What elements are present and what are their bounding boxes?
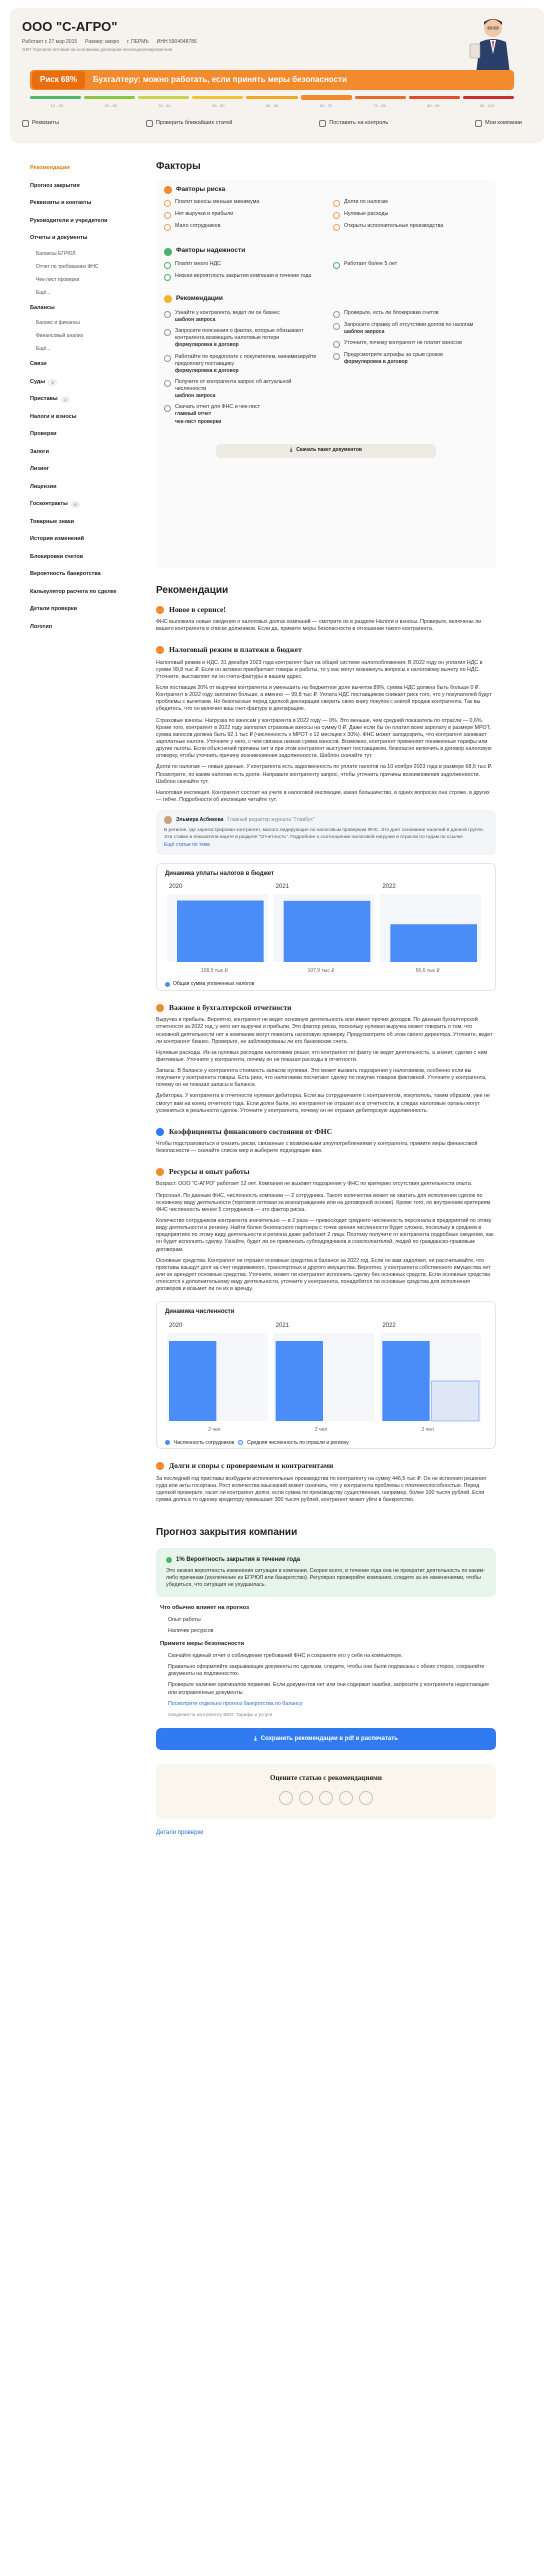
sidebar-item-label: Реквизиты и контакты bbox=[30, 200, 92, 207]
sidebar-item-label: Руководители и учредители bbox=[30, 217, 108, 224]
rating-stars bbox=[156, 1791, 496, 1808]
rel-left-list bbox=[164, 261, 319, 285]
scale-label: 30 - 40 bbox=[158, 103, 171, 108]
template-link[interactable]: формулировка в договор bbox=[175, 342, 239, 349]
download-icon: ⤓ bbox=[290, 447, 293, 454]
legend-swatch bbox=[165, 1440, 170, 1445]
sidebar-item[interactable] bbox=[30, 178, 150, 196]
risk-text: Бухгалтеру: можно работать, если принять меры безопасности bbox=[92, 74, 347, 84]
year-label: 2022 bbox=[382, 884, 396, 891]
sidebar-item[interactable] bbox=[30, 549, 150, 567]
sidebar-item[interactable] bbox=[30, 496, 150, 514]
list-item: Скачать отчет для ФНС и чек-лист главный отчет чек-лист проверки bbox=[164, 404, 319, 425]
sidebar-nav bbox=[30, 160, 150, 636]
sidebar-item[interactable] bbox=[30, 374, 150, 392]
bar bbox=[177, 901, 264, 962]
scale-segment bbox=[409, 96, 460, 99]
risk-scale-labels bbox=[30, 103, 514, 108]
bar bbox=[284, 901, 371, 962]
paragraph: Количество сотрудников контрагента значительно — в 2 раза — превосходит среднего численность персонала в предприятий по этому виду деятельности и региону. Найти более безопасного партнера с точки зрения численности будет сложно, поскольку в среднем в предприятиях по этому виду деятельности и региона даже работают 2 лица. Поэтому получите от контрагента подробные сведения, как он будет исполнять сделку. Узнайте, будет ли он привлекать субподрядчиков и соисполнителей, людей по гражданско-правовым договорам. bbox=[156, 1218, 494, 1253]
list-item: Запросите справку об отсутствии долгов по налогам шаблон запроса bbox=[333, 322, 488, 336]
list-item: Проверьте, есть ли блокировки счетов bbox=[333, 310, 488, 318]
paragraph: Нулевые расходы. Из-за нулевых расходов налоговики решат, что контрагент по факту не ведет деятельность, а значит, сделки с ним фиктивные. Уточните у контрагента, почему он не показал расходы в отчетности. bbox=[156, 1049, 488, 1063]
influence-item: Опыт работы bbox=[168, 1616, 201, 1623]
bankruptcy-link[interactable]: Посмотрите отдельно прогноз банкротства по балансу bbox=[168, 1700, 303, 1707]
group-label: Рекомендации bbox=[176, 295, 223, 303]
star-icon[interactable] bbox=[279, 1791, 293, 1805]
list-item: Нулевые расходы bbox=[333, 211, 488, 219]
measures-title: Примите меры безопасности bbox=[160, 1641, 245, 1648]
sidebar-item[interactable] bbox=[30, 426, 150, 444]
rel-right-list bbox=[333, 261, 488, 285]
template-link[interactable]: шаблон запроса bbox=[175, 316, 216, 323]
sidebar-item-label: Налоги и взносы bbox=[30, 413, 77, 420]
list-item: Предусмотрите штрафы за срыв сроков формулировка в договор bbox=[333, 352, 488, 366]
list-item: Работает более 5 лет bbox=[333, 261, 488, 269]
measure-item: Проверьте наличие оригиналов первички. Если документов нет или они содержат ошибки, запросите у контрагента недостающие или исправленные документы. bbox=[168, 1682, 490, 1696]
company-name: ООО "С-АГРО" bbox=[22, 19, 118, 34]
sidebar-item[interactable] bbox=[30, 287, 150, 300]
risk-factors-list bbox=[164, 199, 488, 235]
sidebar-item-label: Ещё... bbox=[36, 346, 51, 353]
value-label: 2 чел bbox=[208, 1426, 221, 1433]
header-actions bbox=[22, 120, 522, 127]
paragraph: Основные средства. Контрагент не отразил основные средства в балансе за 2022 год. Если он вам задолжит, не рассчитывайте, что приставы взыщут долг за счет недвижимого, транспортных и другого имущества. Вероятно, у контрагента собственного имущества нет или он арендует основные средства. Уточните, может ли контрагент исполнить сделку без основных средств. Если основные средства относятся к дополнительному виду деятельности, уточните у контрагента, понадобятся ли основные средства для исполнения договоров и возьмет ли он их в аренду. bbox=[156, 1257, 491, 1293]
paragraph: Выручка и прибыль. Вероятно, контрагент не ведет основную деятельность или имеет прочих доходов. По данным бухгалтерской отчетности за 2022 год, у него нет выручки и прибыли. Это фактор риска, поскольку нулевая выручка может говорить о том, что основной деятельности нет и компанию могут повесить налоговую проверку. Предусмотрите об этом своего директора. Уточните, ведет ли контрагент бизнес. Проверьте, не заблокированы ли его банковские счета. bbox=[156, 1017, 493, 1045]
recommendations-title bbox=[164, 295, 488, 304]
avatar bbox=[164, 816, 172, 824]
sidebar-item[interactable] bbox=[30, 261, 150, 274]
scale-segment bbox=[301, 95, 352, 100]
sidebar-item[interactable] bbox=[30, 514, 150, 532]
sidebar-item[interactable] bbox=[30, 300, 150, 318]
sidebar-item-label: Госконтракты bbox=[30, 501, 68, 508]
section-title: Коэффициенты финансового состояния от ФНС bbox=[156, 1127, 496, 1137]
sidebar-item[interactable] bbox=[30, 343, 150, 356]
sidebar-item[interactable] bbox=[30, 195, 150, 213]
paragraph: За последний год приставы возбудили исполнительные производства по контрагенту на сумму 446,5 тыс ₽. Он не исполнил решения суда или акты госоргана. Рост количества взысканий может означать, что у контрагента проблемы с платежеспособностью. Перед сделкой проверьте, гасит ли контрагент долги, если сумма по производству существенная, например, более 100 тысяч рублей. Если сумма долга в то одному кредитору превышает 300 тысяч рублей, контрагент может уйти в банкротство. bbox=[156, 1475, 487, 1503]
count-badge: 2 bbox=[48, 379, 57, 386]
value-label: 107,9 тыс ₽ bbox=[307, 968, 335, 975]
list-item: Уточните, почему контрагент не платит взносов bbox=[333, 340, 488, 348]
warning-icon bbox=[164, 186, 172, 194]
sidebar-item[interactable] bbox=[30, 601, 150, 619]
warning-icon bbox=[156, 1004, 164, 1012]
influence-item: Наличие ресурсов bbox=[168, 1628, 214, 1635]
sidebar-item-label: Рекомендации bbox=[30, 165, 70, 172]
sidebar-item-label: Товарные знаки bbox=[30, 518, 74, 525]
sidebar-item[interactable] bbox=[30, 391, 150, 409]
sidebar-item-label: История изменений bbox=[30, 536, 85, 543]
sidebar-item[interactable] bbox=[30, 213, 150, 231]
rec-left-list bbox=[164, 310, 319, 430]
legend-swatch bbox=[165, 982, 170, 987]
list-item: Получите от контрагента запрос об актуальной численности шаблон запроса bbox=[164, 379, 319, 400]
details-link[interactable]: Детали проверки bbox=[156, 1829, 204, 1836]
sidebar-item[interactable] bbox=[30, 248, 150, 261]
bell-icon bbox=[319, 120, 326, 127]
recommendations-heading: Рекомендации bbox=[156, 584, 229, 596]
scale-segment bbox=[192, 96, 243, 99]
paragraph: Персонал. По данным ФНС, численность компании — 2 сотрудника. Такого количества может не хватать для исполнения сделок по основному виду деятельности (торговля оптовая за вознаграждение или на договорной основе). Кроме того, по внутренним критериям ФНС численность менее 5 сотрудников — это фактор риска. bbox=[156, 1192, 491, 1213]
scale-segment bbox=[30, 96, 81, 99]
count-badge: 1 bbox=[61, 396, 70, 403]
accountant-illustration bbox=[462, 14, 524, 74]
value-label: 108,5 тыс ₽ bbox=[200, 968, 228, 975]
probability-title: 1% Вероятность закрытия в течение года bbox=[166, 1556, 486, 1564]
risk-right-list bbox=[333, 199, 488, 235]
star-icon[interactable] bbox=[339, 1791, 353, 1805]
year-label: 2020 bbox=[169, 884, 183, 891]
list-item: Запросите пояснения о фактах, которые обязывают контрагента возмещать налоговые потери формулировка в договор bbox=[164, 328, 319, 349]
report-link[interactable]: главный отчет bbox=[175, 411, 212, 418]
download-docs-button[interactable] bbox=[216, 444, 436, 458]
scale-segment bbox=[246, 96, 297, 99]
list-item: Долги по налогам bbox=[333, 199, 488, 207]
count-badge: 0 bbox=[71, 501, 80, 508]
paragraph: Налоговая инспекция. Контрагент состоит на учете в налоговой инспекции, какая большинство, в одних вопросах она строже, в других — гибче. Подробности об инспекции читайте тут. bbox=[156, 789, 490, 803]
reliability-title bbox=[164, 247, 488, 256]
scale-label: 90 - 100 bbox=[479, 103, 495, 108]
recommendation-list bbox=[164, 310, 488, 430]
warning-icon bbox=[156, 1168, 164, 1176]
button-label: Скачать пакет документов bbox=[296, 447, 362, 454]
check-articles-button[interactable] bbox=[146, 120, 233, 127]
sidebar-item[interactable] bbox=[30, 566, 150, 584]
main-content bbox=[156, 160, 496, 1837]
scale-label: 80 - 90 bbox=[427, 103, 440, 108]
bankruptcy-sub: Сведения по контрагенту БФО: Тарифы и услуги bbox=[168, 1711, 273, 1717]
reliability-list bbox=[164, 261, 488, 285]
measure-item: Скачайте единый отчет о соблюдении требований ФНС и сохраните его у себя на компьютере. bbox=[168, 1653, 403, 1660]
quote-link[interactable]: Ещё статьи по теме bbox=[164, 842, 211, 848]
tax-section bbox=[156, 645, 496, 991]
checklist-link[interactable]: чек-лист проверки bbox=[175, 418, 222, 425]
value-label: 66,6 тыс ₽ bbox=[415, 968, 440, 975]
chart-legend: Численность сотрудников Средняя численность по отрасли и региону bbox=[165, 1440, 487, 1447]
download-icon: ⤓ bbox=[254, 1736, 257, 1742]
scale-label: 40 - 50 bbox=[212, 103, 225, 108]
scale-segment bbox=[84, 96, 135, 99]
news-text: ФНС выложила новые сведения о налоговых долгах компаний — смотрите их в разделе Налоги и взносы. Проверьте, включены ли вашего контрагента в списке должников. Если да, примите меры безопасности в отношении такого контрагента. bbox=[156, 619, 482, 633]
info-icon bbox=[156, 1128, 164, 1136]
chart-title: Динамика численности bbox=[165, 1309, 235, 1316]
paragraph: Если поставщик 20% от выручки контрагента и уменьшить на бюджетное доле вычетов 89%, сумма НДС должна быть больше 0 ₽. Контрагент в 2022 году заплатил больше, а именно — 99,8 тыс ₽. Уплата НДС поставщиком снижает риск того, что у покупателей будут проблемы с вычетами. Но безопасные перед сделкой декларации сверить свою книгу покупок с книгой продаж контрагента. Так вы убедитесь, что он включил ваш счет-фактуру в декларацию. bbox=[156, 684, 492, 713]
fns-section bbox=[156, 1127, 496, 1155]
list-item: Мало сотрудников bbox=[164, 223, 319, 231]
factors-box bbox=[156, 180, 496, 568]
sidebar-item-label: Детали проверки bbox=[30, 606, 78, 613]
sidebar-item-label: Прогноз закрытия bbox=[30, 182, 80, 189]
forecast-details bbox=[156, 1605, 496, 1718]
risk-left-list bbox=[164, 199, 319, 235]
value-label: 2 чел bbox=[314, 1426, 328, 1433]
sidebar-item-label: Проверки bbox=[30, 431, 57, 438]
sidebar-item-label: Залоги bbox=[30, 448, 49, 455]
group-label: Факторы надежности bbox=[176, 247, 246, 255]
sidebar-item[interactable] bbox=[30, 274, 150, 287]
save-pdf-button[interactable] bbox=[156, 1728, 496, 1750]
paragraph: Чтобы подстраховаться и снизить риски, связанные с возможными злоупотреблениями у контрагента, примите меры финансовой безопасности — скачайте список мер и выберите подходящие вам. bbox=[156, 1141, 478, 1155]
sidebar-item-label: Приставы bbox=[30, 396, 58, 403]
sidebar-item[interactable] bbox=[30, 444, 150, 462]
check-icon bbox=[166, 1557, 172, 1563]
quote-author: Эльмира Асбикова bbox=[176, 816, 224, 823]
sidebar-item-label: Вероятность банкротства bbox=[30, 571, 101, 578]
star-icon[interactable] bbox=[319, 1791, 333, 1805]
sidebar-item[interactable] bbox=[30, 619, 150, 637]
template-link[interactable]: шаблон запроса bbox=[344, 328, 385, 335]
resources-section bbox=[156, 1167, 496, 1449]
list-item: Нет выручки и прибыли bbox=[164, 211, 319, 219]
year-label: 2021 bbox=[275, 1322, 290, 1329]
monitor-button[interactable] bbox=[319, 120, 388, 127]
sidebar-item[interactable] bbox=[30, 584, 150, 602]
scale-segment bbox=[463, 96, 514, 99]
tax-chart-card bbox=[156, 863, 496, 991]
group-label: Факторы риска bbox=[176, 185, 226, 193]
list-item: Работайте по предоплате с покупателем, минимизируйте предоплату поставщику формулировка в договор bbox=[164, 354, 319, 375]
company-okved: ОКП Торговля оптовая на основании договоров неспециализированная bbox=[22, 47, 173, 53]
sidebar-item[interactable] bbox=[30, 409, 150, 427]
warning-icon bbox=[156, 646, 164, 654]
sidebar-item[interactable] bbox=[30, 230, 150, 248]
paragraph: Долги по налогам — новые данные. У контрагента есть задолженность по уплате налогов на 10 ноября 2023 года в размере 68,6 тыс ₽. Посмотрите, по каким налогам есть долги. Направьте контрагенту запрос, чтобы уточнить причины возникновения задолженности. Шаблон скачайте тут. bbox=[156, 764, 493, 785]
paragraph: Налоговый режим и НДС. 31 декабря 2023 года контрагент был на общей системе налогообложения. В 2022 году он уплатил НДС в сумме 99,8 тыс ₽. Если он активно приобретает товары и работы, то у вас могут возникнуть вопросы к налоговому вычету по НДС. Уточните, выставляет ли он счета-фактуры в вашем адрес. bbox=[156, 659, 483, 680]
list-item: Низкая вероятность закрытия компании в течение года bbox=[164, 273, 319, 281]
lightbulb-icon bbox=[164, 295, 172, 303]
sidebar-item-label: Балансы ЕГРЮЛ bbox=[36, 250, 76, 257]
sidebar-item-label: Связи bbox=[30, 361, 47, 368]
document-icon bbox=[22, 120, 29, 127]
template-link[interactable]: формулировка в договор bbox=[344, 359, 408, 366]
scale-label: 60 - 70 bbox=[319, 103, 333, 108]
action-label: Мои компании bbox=[485, 120, 522, 126]
sidebar-item-label: Отчет по требованию ФНС bbox=[36, 263, 99, 270]
quote-text: В регионе, где зарегистрирован контрагент, малого лидирующие по налоговым проверкам ФНС. Это дает основание наличий в данной группе. Эти ставки и показатели ищите в разделе "Отчетность". Подробнее о соотношении налоговой нагрузки в отрасли по годам по ссылке bbox=[164, 828, 485, 840]
forecast-card bbox=[156, 1548, 496, 1598]
star-icon[interactable] bbox=[299, 1791, 313, 1805]
section-title: Долги и споры с проверяемым и контрагентами bbox=[156, 1461, 496, 1471]
scale-segment bbox=[355, 96, 406, 99]
company-status: Работает с 27 мар 2015 bbox=[22, 38, 78, 45]
sidebar-item-label: Блокировки счетов bbox=[30, 553, 84, 560]
year-label: 2022 bbox=[382, 1322, 396, 1329]
year-label: 2020 bbox=[169, 1322, 183, 1329]
year-label: 2021 bbox=[275, 884, 290, 891]
list-item: Платит взносы меньше минимума bbox=[164, 199, 319, 207]
rating-title: Оцените статью с рекомендациями bbox=[270, 1774, 382, 1783]
company-size: Размер: микро bbox=[85, 38, 120, 45]
value-label: 2 чел bbox=[421, 1426, 434, 1433]
risk-badge: Риск 68% bbox=[32, 71, 85, 90]
list-item: Открыты исполнительные производства bbox=[333, 223, 488, 231]
requisites-button[interactable] bbox=[22, 120, 59, 127]
bar bbox=[432, 1381, 479, 1421]
sidebar-item-label: Логотип bbox=[30, 623, 53, 630]
probability-text: Это низкая вероятность изменения ситуации в компании. Скорее всего, в течение года она не прекратит деятельность по каким-либо причинам (исключение из ЕГРЮЛ или банкротство). Регулярно проверяйте компанию, следите за ее изменениями, чтобы убедиться, что ситуация не ухудшилась. bbox=[166, 1567, 485, 1588]
rating-card bbox=[156, 1764, 496, 1819]
sidebar-item-label: Лицензии bbox=[30, 483, 57, 490]
action-label: Реквизиты bbox=[32, 120, 59, 126]
list-icon bbox=[475, 120, 482, 127]
risk-factors-title bbox=[164, 186, 488, 195]
sidebar-item-label: Баланс и финансы bbox=[36, 320, 80, 327]
forecast-title: Прогноз закрытия компании bbox=[156, 1527, 298, 1539]
template-link[interactable]: формулировка в договор bbox=[175, 367, 239, 374]
quote-role: Главный редактор журнала "Главбух" bbox=[227, 816, 315, 823]
paragraph: Страховые взносы. Нагрузка по взносам у контрагента в 2022 году — 0%. Это меньше, чем средний показатель по отрасли — 0,6%. Кроме того, контрагент в 2022 году заплатил страховые взносы на сумму 0 ₽. Даже если бы он платил всем зарплату в размере МРОТ, сумма взносов должна быть 92,1 тыс ₽ (численность x МРОТ x 12 месяцев x 30%). ФНС может заподозрить, что контрагент занижает зарплатные налоги. Уточните у него, с чем связана низкая сумма взносов. Возможно, контрагент применяет пониженные тарифы или другие льготы. Если объяснений причины нет и при этом контрагент выступает поставщиком, безопасно включить в договор налоговую оговорку, чтобы уточнить причину возникновения задолженности. Шаблон скачайте тут. bbox=[156, 717, 492, 760]
bar bbox=[382, 1341, 429, 1421]
sidebar-item-label: Лизинг bbox=[30, 466, 49, 473]
sidebar-item[interactable] bbox=[30, 317, 150, 330]
tax-chart bbox=[165, 880, 485, 978]
company-inn: ИНН 5904048786 bbox=[156, 38, 197, 45]
bar bbox=[390, 924, 477, 962]
paragraph: Запасы. В балансе у контрагента стоимость запасов нулевая. Это может вызвать подозрения у налоговиков, особенно если вы покупаете у контрагента товары. Есть риск, что налоговики посчитают сделку по покупке товаров фиктивной. Уточните у контрагента, почему он не показал запасы в балансе. bbox=[156, 1068, 487, 1089]
paragraph: Дебиторка. У контрагента в отчетности нулевая дебиторка. Если вы сотрудничаете с контрагентом, покупатель, таким образом, уже не смогут вам на конец отчетного года. Если долги были, но контрагент не отразил их в отчетности, в следах налоговые органы могут усомниться в реальности сделок. Уточните у контрагента, почему он не отразил дебиторскую задолженность. bbox=[156, 1093, 490, 1114]
paragraph: Возраст. ООО "С-АГРО" работает 12 лет. Компания не вызовет подозрения у ФНС по критерию отсутствия деятельности опыта. bbox=[156, 1181, 473, 1188]
sidebar-item[interactable] bbox=[30, 461, 150, 479]
button-label: Сохранить рекомендации в pdf и распечатать bbox=[260, 1736, 398, 1742]
news-icon bbox=[156, 606, 164, 614]
measure-item: Правильно оформляйте закрывающие документы по сделкам, следите, чтобы они были подписаны с обеих сторон, сохраняйте документы на подлинностях. bbox=[168, 1664, 485, 1678]
section-title: Ресурсы и опыт работы bbox=[156, 1167, 496, 1177]
company-meta bbox=[22, 39, 532, 46]
refresh-icon bbox=[146, 120, 153, 127]
chart-legend: Общая сумма уплаченных налогов bbox=[165, 981, 487, 988]
staff-chart-card bbox=[156, 1301, 496, 1449]
sidebar-item-label: Чек-лист проверки bbox=[36, 276, 80, 283]
action-label: Поставить на контроль bbox=[329, 120, 389, 126]
sidebar-item[interactable] bbox=[30, 160, 150, 178]
scale-label: 20 - 30 bbox=[104, 103, 117, 108]
scale-label: 70 - 80 bbox=[373, 103, 386, 108]
company-city: г. ПЕРМЬ bbox=[127, 38, 149, 45]
scale-segment bbox=[138, 96, 189, 99]
sidebar-item[interactable] bbox=[30, 531, 150, 549]
section-title: Налоговый режим и платежи в бюджет bbox=[156, 645, 496, 655]
scale-label: 10 - 20 bbox=[50, 103, 64, 108]
legend-swatch bbox=[238, 1440, 243, 1445]
sidebar-item-label: Калькулятор расчета по сделке bbox=[30, 588, 117, 595]
sidebar-item-label: Финансовый анализ bbox=[36, 333, 83, 340]
accounting-section bbox=[156, 1003, 496, 1115]
template-link[interactable]: шаблон запроса bbox=[175, 393, 216, 400]
section-title: Важное в бухгалтерской отчетности bbox=[156, 1003, 496, 1013]
sidebar-item-label: Суды bbox=[30, 378, 46, 385]
risk-banner bbox=[30, 70, 514, 90]
news-section bbox=[156, 605, 496, 633]
scale-label: 50 - 60 bbox=[265, 103, 279, 108]
bar bbox=[169, 1341, 216, 1421]
sidebar-item-label: Балансы bbox=[30, 304, 55, 311]
factors-title: Факторы bbox=[156, 161, 201, 172]
sidebar-item-label: Отчеты и документы bbox=[30, 235, 88, 242]
sidebar-item[interactable] bbox=[30, 330, 150, 343]
sidebar-item-label: Ещё... bbox=[36, 289, 51, 296]
bar bbox=[276, 1341, 323, 1421]
chart-title: Динамика уплаты налогов в бюджет bbox=[165, 871, 274, 878]
sidebar-item[interactable] bbox=[30, 356, 150, 374]
list-item: Узнайте у контрагента, ведет ли он бизнес шаблон запроса bbox=[164, 310, 319, 324]
rec-right-list bbox=[333, 310, 488, 430]
star-icon[interactable] bbox=[359, 1791, 373, 1805]
debts-section bbox=[156, 1461, 496, 1504]
sidebar-item[interactable] bbox=[30, 479, 150, 497]
my-companies-button[interactable] bbox=[475, 120, 522, 127]
section-title: Новое в сервисе! bbox=[156, 605, 496, 615]
staff-chart bbox=[165, 1319, 485, 1437]
warning-icon bbox=[156, 1462, 164, 1470]
list-item: Платит много НДС bbox=[164, 261, 319, 269]
expert-quote bbox=[156, 810, 496, 855]
influence-title: Что обычно влияет на прогноз bbox=[160, 1605, 249, 1612]
action-label: Проверить ближайших статей bbox=[155, 120, 233, 126]
check-icon bbox=[164, 248, 172, 256]
